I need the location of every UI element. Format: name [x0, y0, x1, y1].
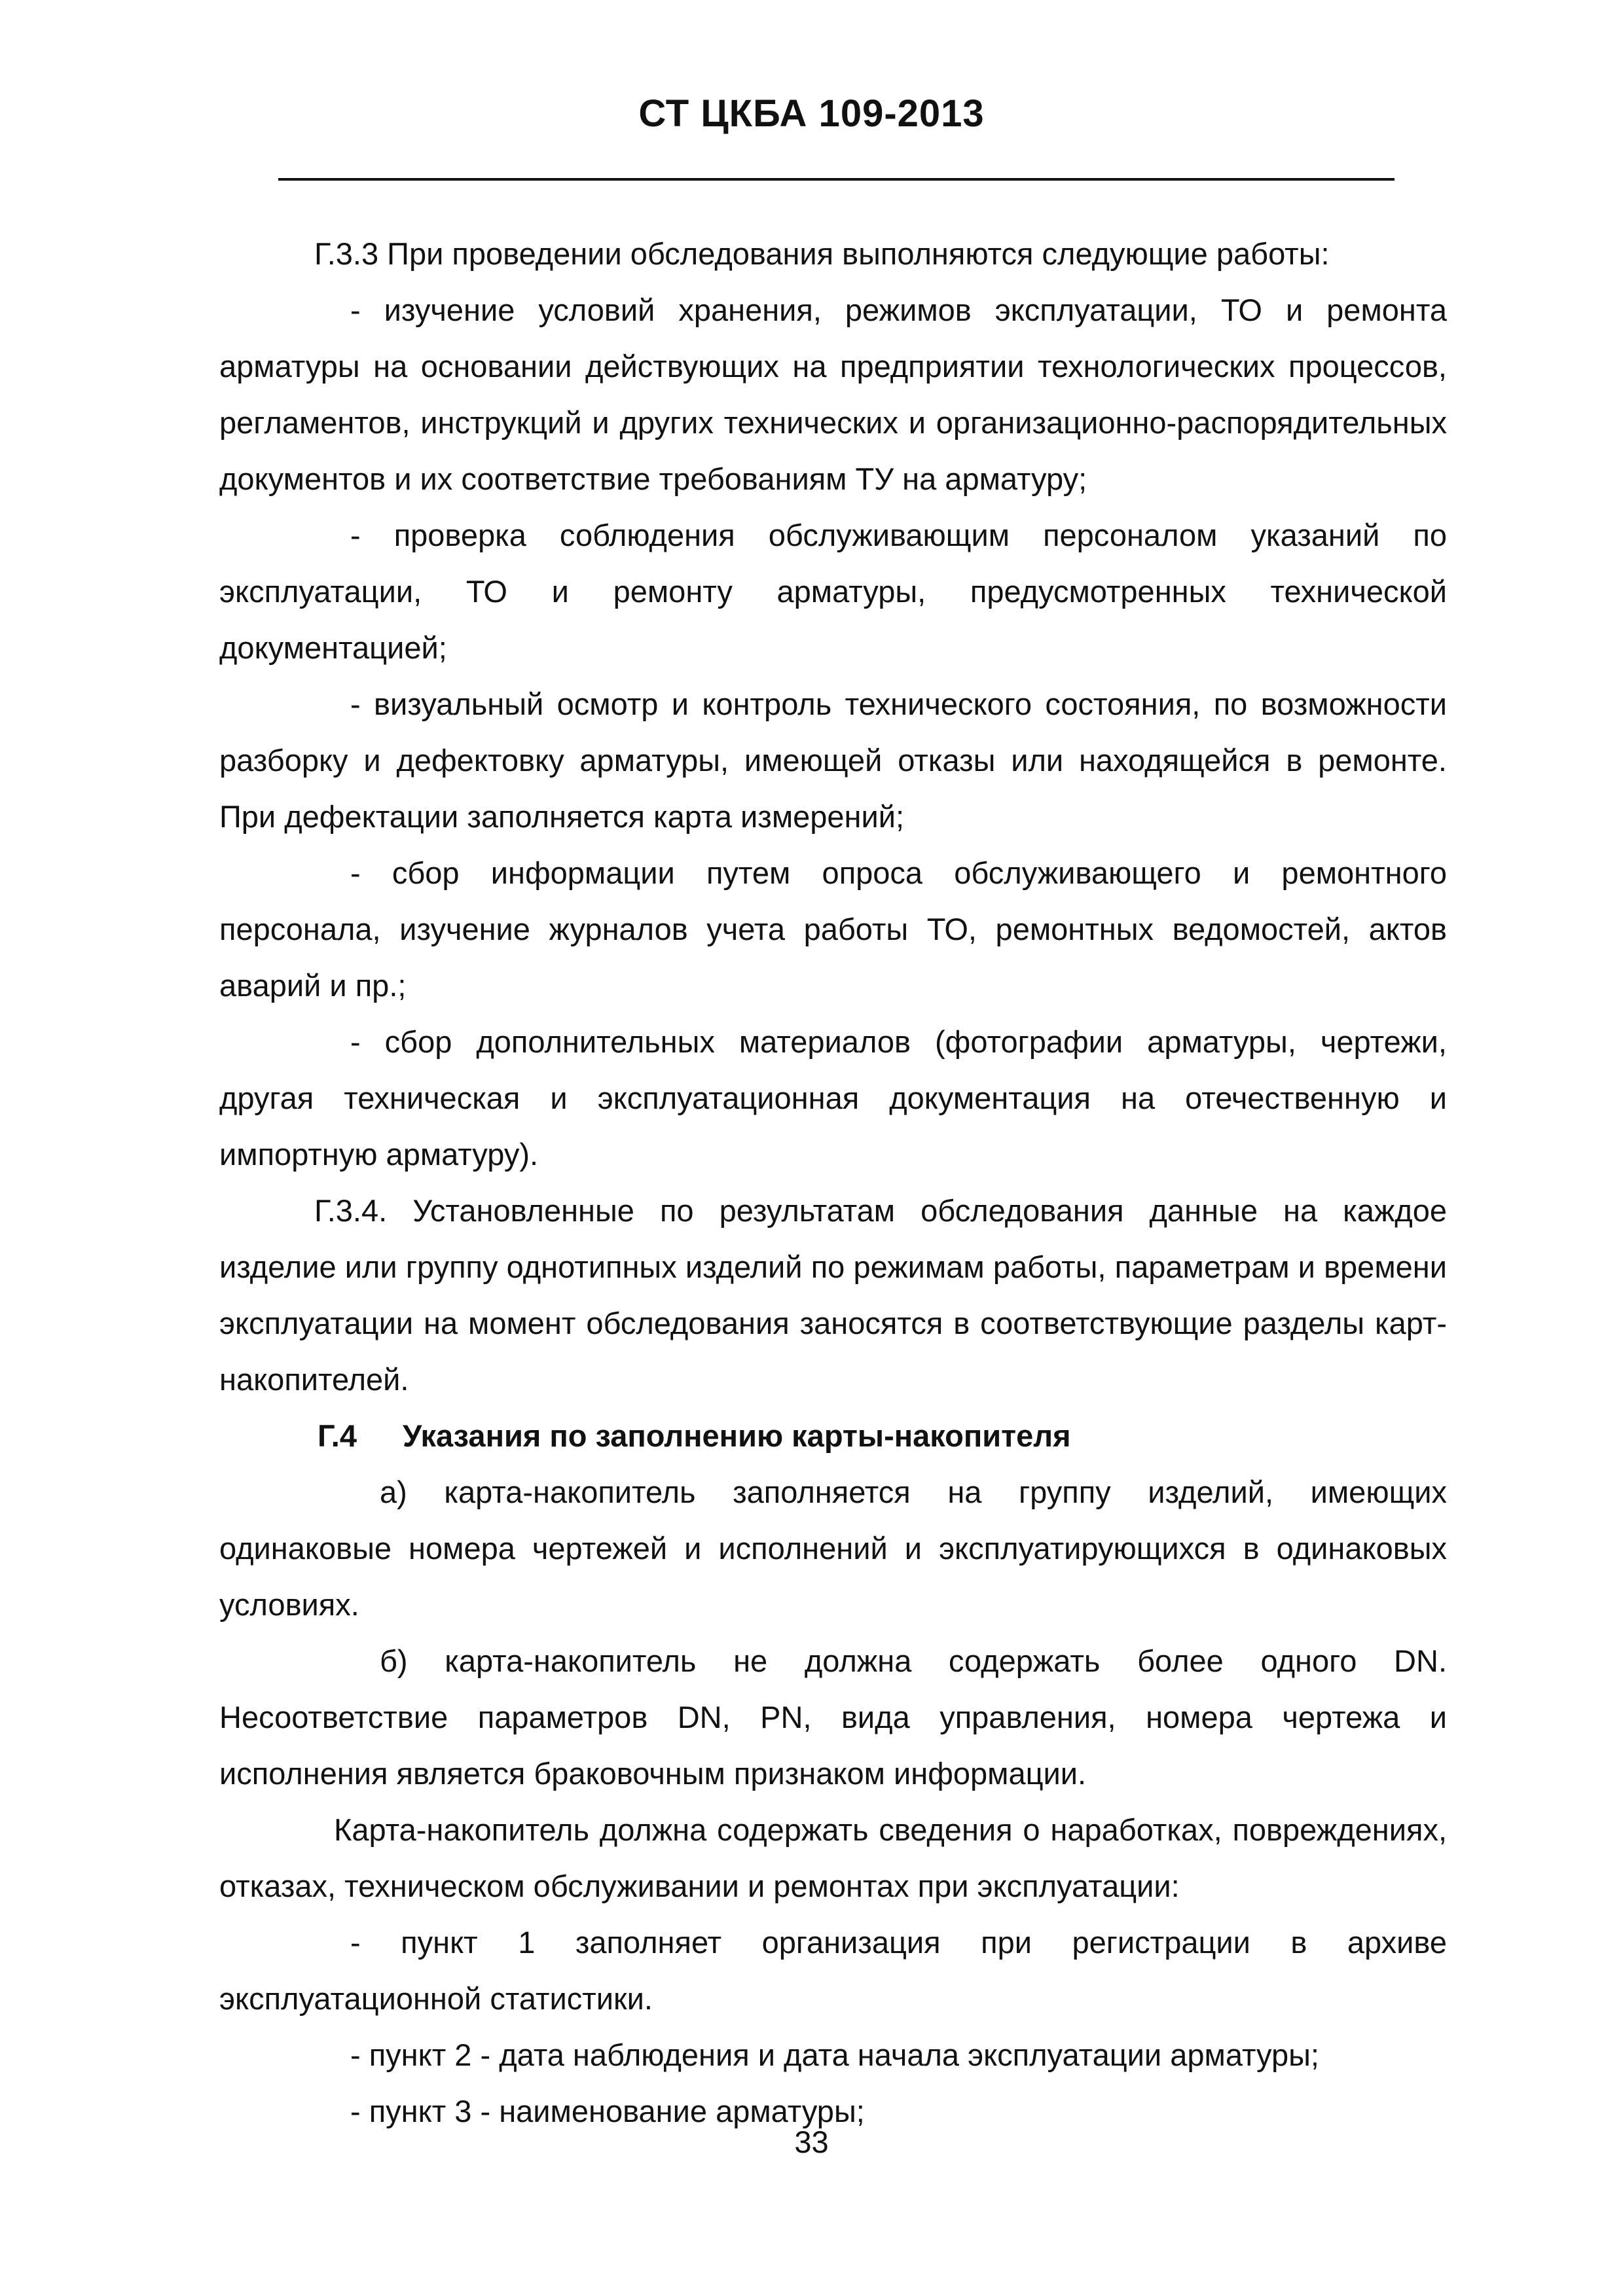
header-rule — [278, 178, 1395, 181]
paragraph-g4-a: а) карта-накопитель заполняется на группу изделий, имеющих одинаковые номера чертежей и исполнений и эксплуатирующихся в одинаковых условиях. — [219, 1475, 1447, 1622]
paragraph-g33-item-3: - визуальный осмотр и контроль технического состояния, по возможности разборку и дефектовку арматуры, имеющей отказы или находящейся в ремонте. При дефектации заполняется карта измерений; — [219, 687, 1447, 834]
page-number: 33 — [794, 2125, 829, 2159]
paragraph-g33-item-5: - сбор дополнительных материалов (фотографии арматуры, чертежи, другая техническая и эксплуатационная документация на отечественную и импортную арматуру). — [219, 1024, 1447, 1172]
paragraph-g4-point-3: - пункт 3 - наименование арматуры; — [350, 2094, 865, 2128]
paragraph-g33-item-2: - проверка соблюдения обслуживающим персоналом указаний по эксплуатации, ТО и ремонту арматуры, предусмотренных технической документацией; — [219, 518, 1447, 665]
paragraph-g4-point-1: - пункт 1 заполняет организация при регистрации в архиве эксплуатационной статистики. — [219, 1925, 1447, 2016]
paragraph-g33-intro: Г.3.3 При проведении обследования выполняются следующие работы: — [314, 236, 1330, 271]
page-header-standard: СТ ЦКБА 109-2013 — [638, 92, 985, 135]
paragraph-g34: Г.3.4. Установленные по результатам обследования данные на каждое изделие или группу однотипных изделий по режимам работы, параметрам и времени эксплуатации на момент обследования заносятся в соответствующие разделы карт-накопителей. — [219, 1193, 1447, 1397]
paragraph-g4-point-2: - пункт 2 - дата наблюдения и дата начала эксплуатации арматуры; — [350, 2037, 1319, 2072]
section-heading-g4 — [219, 1408, 1447, 1464]
section-number: Г.4 — [318, 1418, 357, 1453]
section-title: Указания по заполнению карты-накопителя — [403, 1418, 1071, 1453]
paragraph-g33-item-4: - сбор информации путем опроса обслуживающего и ремонтного персонала, изучение журналов учета работы ТО, ремонтных ведомостей, актов аварий и пр.; — [219, 855, 1447, 1003]
paragraph-g4-b: б) карта-накопитель не должна содержать более одного DN. Несоответствие параметров DN, PN, вида управления, номера чертежа и исполнения является браковочным признаком информации. — [219, 1643, 1447, 1791]
body-text — [219, 226, 1447, 2140]
paragraph-g4-contents: Карта-накопитель должна содержать сведения о наработках, повреждениях, отказах, техническом обслуживании и ремонтах при эксплуатации: — [219, 1812, 1447, 1903]
paragraph-g33-item-1: - изучение условий хранения, режимов эксплуатации, ТО и ремонта арматуры на основании действующих на предприятии технологических процессов, регламентов, инструкций и других технических и организационно-распорядительных документов и их соответствие требованиям ТУ на арматуру; — [219, 293, 1447, 496]
